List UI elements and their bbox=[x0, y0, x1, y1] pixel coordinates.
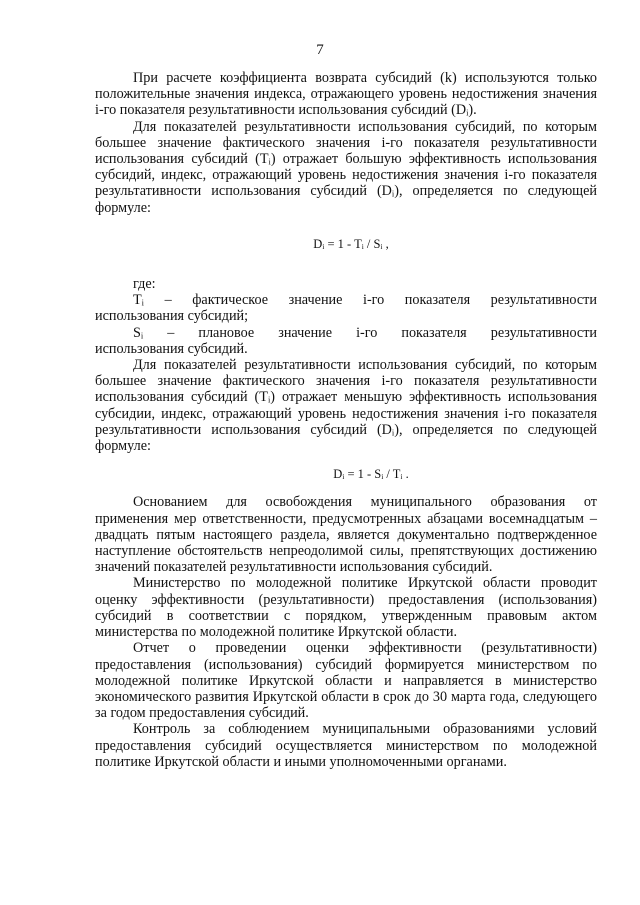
paragraph-larger-better: Для показателей результативности использования субсидий, по которым большее значение фактического значения i-го показателя результативности использования субсидий (Tᵢ) отражает большую эффективность использования субсидий, индекс, отражающий уровень недостижения значения i-го показателя результативности использования субсидий (Dᵢ), определяется по следующей формуле: bbox=[95, 118, 597, 216]
definition-s-word: i-го bbox=[356, 324, 378, 341]
definition-t-word: показателя bbox=[404, 292, 471, 309]
paragraph-ministry-evaluation: Министерство по молодежной политике Иркутской области проводит оценку эффективности (результативности) предоставления (использования) субсидий в соответствии с порядком, утвержденным правовым актом министерства по молодежной политике Иркутской области. bbox=[95, 575, 597, 641]
document-body bbox=[95, 70, 597, 770]
definition-t-line bbox=[95, 292, 597, 308]
definition-s-word: плановое bbox=[198, 324, 255, 341]
definition-s-symbol: Sᵢ bbox=[133, 324, 144, 341]
definition-t-word: i-го bbox=[363, 292, 385, 309]
definition-t-word: результативности bbox=[490, 292, 597, 309]
definition-s-word: – bbox=[167, 324, 175, 341]
definition-s-tail: использования субсидий. bbox=[95, 340, 248, 357]
formula-d-equals-1-minus-t-over-s: Dᵢ = 1 - Tᵢ / Sᵢ , bbox=[313, 236, 389, 251]
paragraph-larger-worse: Для показателей результативности использования субсидий, по которым большее значение фактического значения i-го показателя результативности использования субсидий (Tᵢ) отражает меньшую эффективность использования субсидии, индекс, отражающий уровень недостижения значения i-го показателя результативности использования субсидий (Dᵢ), определяется по следующей формуле: bbox=[95, 357, 597, 455]
definition-s-word: результативности bbox=[490, 324, 597, 341]
definition-s-line bbox=[95, 325, 597, 341]
definition-s-word: значение bbox=[278, 324, 333, 341]
formula-d-equals-1-minus-s-over-t: Dᵢ = 1 - Sᵢ / Tᵢ . bbox=[333, 467, 409, 482]
paragraph-control: Контроль за соблюдением муниципальными образованиями условий предоставления субсидий осуществляется министерством по молодежной политике Иркутской области и иными уполномоченными органами. bbox=[95, 721, 597, 770]
page-number: 7 bbox=[316, 42, 324, 58]
definition-t-word: фактическое bbox=[192, 292, 269, 309]
definition-t-word: значение bbox=[288, 292, 343, 309]
paragraph-evaluation-report: Отчет о проведении оценки эффективности (результативности) предоставления (использования) субсидий формируется министерством по молодежной политике Иркутской области и направляется в министерство экономического развития Иркутской области в срок до 30 марта года, следующего за годом предоставления субсидий. bbox=[95, 640, 597, 722]
paragraph-k-coefficient: При расчете коэффициента возврата субсидий (k) используются только положительные значения индекса, отражающего уровень недостижения значения i-го показателя результативности использования субсидий (Dᵢ). bbox=[95, 70, 597, 119]
definition-t-symbol: Tᵢ bbox=[133, 292, 144, 309]
definition-s-word: показателя bbox=[401, 324, 467, 341]
definition-t-word: – bbox=[164, 292, 172, 309]
where-label: где: bbox=[133, 276, 156, 293]
definition-t-tail: использования субсидий; bbox=[95, 308, 249, 325]
paragraph-force-majeure: Основанием для освобождения муниципального образования от применения мер ответственности, предусмотренных абзацами восемнадцатым – двадцать пятым настоящего раздела, является документально подтвержденное наступление обстоятельств непреодолимой силы, препятствующих достижению значений показателей результативности использования субсидий. bbox=[95, 494, 597, 576]
